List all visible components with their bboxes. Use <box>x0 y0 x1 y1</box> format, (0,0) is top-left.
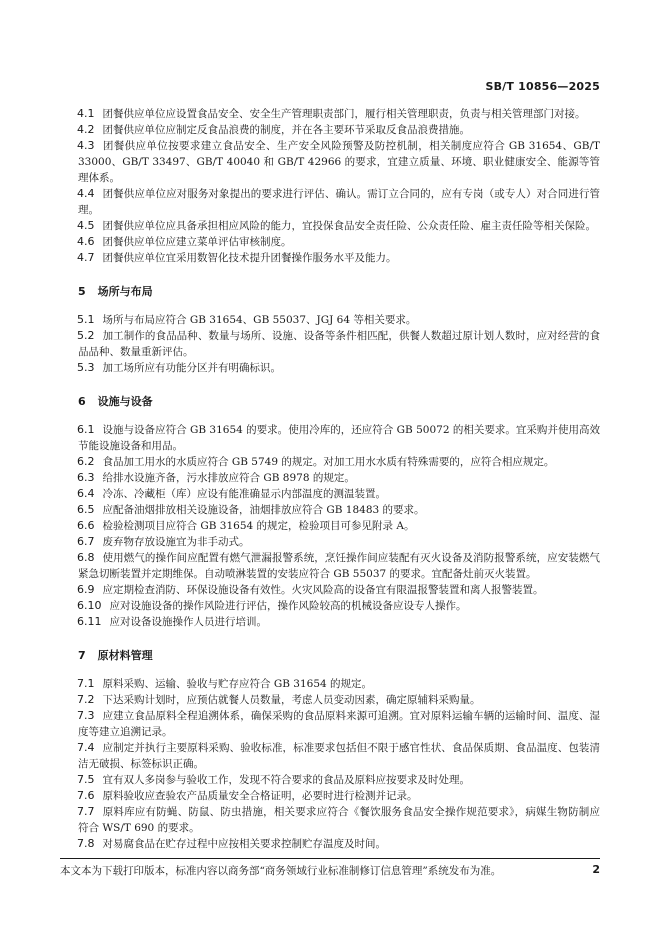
clause-paragraph <box>78 676 600 692</box>
clause-text: 使用燃气的操作间应配置有燃气泄漏报警系统，烹饪操作间应装配有灭火设备及消防报警系统，应安装燃气紧急切断装置并定期维保。自动喷淋装置的安装应符合 GB 55037 的要求。宜配备灶前灭火装置。 <box>78 552 600 580</box>
section-heading-title: 设施与设备 <box>97 395 153 408</box>
clause-paragraph <box>78 708 600 740</box>
clause-paragraph <box>78 360 600 376</box>
section-heading-number: 7 <box>78 649 86 662</box>
clause-number: 4.7 <box>77 251 95 264</box>
clause-number: 6.7 <box>77 535 95 548</box>
clause-number: 7.1 <box>77 677 95 690</box>
section-heading-number: 5 <box>78 285 86 298</box>
clause-text: 原料采购、运输、验收与贮存应符合 GB 31654 的规定。 <box>102 678 373 690</box>
section-heading-title: 场所与布局 <box>97 285 153 298</box>
clause-number: 6.11 <box>77 615 102 628</box>
clause-number: 6.10 <box>77 599 102 612</box>
clause-text: 应建立食品原料全程追溯体系，确保采购的食品原料来源可追溯。宜对原料运输车辆的运输时间、温度、湿度等建立追溯记录。 <box>78 710 600 738</box>
clause-number: 6.9 <box>77 583 95 596</box>
clause-text: 加工场所应有功能分区并有明确标识。 <box>102 362 281 374</box>
clause-paragraph <box>78 772 600 788</box>
clause-text: 团餐供应单位应具备承担相应风险的能力，宜投保食品安全责任险、公众责任险、雇主责任险等相关保险。 <box>102 220 596 232</box>
section-heading <box>78 393 600 409</box>
clause-paragraph <box>78 328 600 360</box>
clause-paragraph <box>78 534 600 550</box>
clause-text: 团餐供应单位应对服务对象提出的要求进行评估、确认。需订立合同的，应有专岗（或专人）对合同进行管理。 <box>78 188 600 216</box>
clause-number: 7.7 <box>77 805 95 818</box>
clause-text: 检验检测项目应符合 GB 31654 的规定，检验项目可参见附录 A。 <box>102 520 415 532</box>
clause-paragraph <box>78 422 600 454</box>
page-number: 2 <box>592 863 600 876</box>
clause-paragraph <box>78 250 600 266</box>
clause-number: 5.3 <box>77 361 95 374</box>
clause-text: 应配备油烟排放相关设施设备，油烟排放应符合 GB 18483 的要求。 <box>102 504 425 516</box>
section-heading <box>78 647 600 663</box>
clause-number: 7.2 <box>77 693 95 706</box>
clause-paragraph <box>78 502 600 518</box>
page-footer <box>60 858 600 878</box>
clause-number: 4.4 <box>77 187 95 200</box>
clause-paragraph <box>78 470 600 486</box>
clause-paragraph <box>78 614 600 630</box>
clause-number: 4.1 <box>77 107 95 120</box>
clause-number: 7.3 <box>77 709 95 722</box>
clause-paragraph <box>78 454 600 470</box>
clause-text: 应制定并执行主要原料采购、验收标准，标准要求包括但不限于感官性状、食品保质期、食品温度、包装清洁无破损、标签标识正确。 <box>78 742 600 770</box>
section-heading <box>78 283 600 299</box>
clause-paragraph <box>78 218 600 234</box>
clause-paragraph <box>78 598 600 614</box>
clause-number: 6.1 <box>77 423 95 436</box>
document-code: SB/T 10856—2025 <box>485 80 600 93</box>
clause-text: 团餐供应单位应制定反食品浪费的制度，并在各主要环节采取反食品浪费措施。 <box>102 124 470 136</box>
clause-number: 6.8 <box>77 551 95 564</box>
clause-text: 设施与设备应符合 GB 31654 的要求。使用冷库的，还应符合 GB 50072 的相关要求。宜采购并使用高效节能设施设备和用品。 <box>78 424 600 452</box>
clause-text: 宜有双人多岗参与验收工作，发现不符合要求的食品及原料应按要求及时处理。 <box>102 774 470 786</box>
clause-text: 原料验收应查验农产品质量安全合格证明，必要时进行检测并记录。 <box>102 790 418 802</box>
clause-text: 团餐供应单位应建立菜单评估审核制度。 <box>102 236 292 248</box>
clause-paragraph <box>78 518 600 534</box>
clause-text: 给排水设施齐备，污水排放应符合 GB 8978 的规定。 <box>102 472 355 484</box>
clause-paragraph <box>78 550 600 582</box>
document-body <box>78 106 600 852</box>
clause-paragraph <box>78 486 600 502</box>
clause-paragraph <box>78 692 600 708</box>
clause-number: 6.3 <box>77 471 95 484</box>
clause-text: 应对设备设施操作人员进行培训。 <box>109 616 267 628</box>
clause-number: 4.3 <box>77 139 95 152</box>
section-heading-number: 6 <box>78 395 86 408</box>
footer-note: 本文本为下载打印版本，标准内容以商务部“商务领域行业标准制修订信息管理”系统发布为准。 <box>60 865 502 877</box>
clause-paragraph <box>78 122 600 138</box>
clause-text: 对易腐食品在贮存过程中应按相关要求控制贮存温度及时间。 <box>102 838 386 850</box>
clause-number: 6.2 <box>77 455 95 468</box>
clause-paragraph <box>78 106 600 122</box>
clause-number: 6.4 <box>77 487 95 500</box>
clause-number: 7.5 <box>77 773 95 786</box>
clause-text: 团餐供应单位宜采用数智化技术提升团餐操作服务水平及能力。 <box>102 252 397 264</box>
section-heading-title: 原材料管理 <box>97 649 153 662</box>
clause-text: 场所与布局应符合 GB 31654、GB 55037、JGJ 64 等相关要求。 <box>102 314 417 326</box>
clause-text: 团餐供应单位按要求建立食品安全、生产安全风险预警及防控机制，相关制度应符合 GB 31654、GB/T 33000、GB/T 33497、GB/T 40040 和 GB/T 42966 的要求，宜建立质量、环境、职业健康安全、能源等管理体系。 <box>78 140 600 184</box>
clause-number: 7.8 <box>77 837 95 850</box>
clause-paragraph <box>78 836 600 852</box>
clause-number: 4.5 <box>77 219 95 232</box>
clause-paragraph <box>78 582 600 598</box>
clause-text: 应定期检查消防、环保设施设备有效性。火灾风险高的设备宜有限温报警装置和离人报警装置。 <box>102 584 544 596</box>
clause-number: 4.6 <box>77 235 95 248</box>
clause-text: 加工制作的食品品种、数量与场所、设施、设备等条件相匹配，供餐人数超过原计划人数时，应对经营的食品品种、数量重新评估。 <box>78 330 600 358</box>
clause-number: 6.5 <box>77 503 95 516</box>
clause-number: 7.6 <box>77 789 95 802</box>
clause-text: 食品加工用水的水质应符合 GB 5749 的规定。对加工用水水质有特殊需要的，应符合相应规定。 <box>102 456 555 468</box>
clause-number: 6.6 <box>77 519 95 532</box>
clause-number: 4.2 <box>77 123 95 136</box>
clause-number: 5.2 <box>77 329 95 342</box>
clause-paragraph <box>78 740 600 772</box>
clause-text: 原料库应有防蝇、防鼠、防虫措施，相关要求应符合《餐饮服务食品安全操作规范要求》，病媒生物防制应符合 WS/T 690 的要求。 <box>78 806 600 834</box>
clause-text: 应对设施设备的操作风险进行评估，操作风险较高的机械设备应设专人操作。 <box>109 600 467 612</box>
clause-number: 5.1 <box>77 313 95 326</box>
clause-text: 废弃物存放设施宜为非手动式。 <box>102 536 250 548</box>
clause-paragraph <box>78 138 600 186</box>
clause-paragraph <box>78 186 600 218</box>
clause-paragraph <box>78 312 600 328</box>
clause-text: 下达采购计划时，应预估就餐人员数量，考虑人员变动因素，确定原辅料采购量。 <box>102 694 481 706</box>
clause-text: 冷冻、冷藏柜（库）应设有能准确显示内部温度的测温装置。 <box>102 488 386 500</box>
clause-paragraph <box>78 788 600 804</box>
clause-paragraph <box>78 234 600 250</box>
clause-number: 7.4 <box>77 741 95 754</box>
clause-paragraph <box>78 804 600 836</box>
clause-text: 团餐供应单位应设置食品安全、安全生产管理职责部门，履行相关管理职责，负责与相关管理部门对接。 <box>102 108 586 120</box>
